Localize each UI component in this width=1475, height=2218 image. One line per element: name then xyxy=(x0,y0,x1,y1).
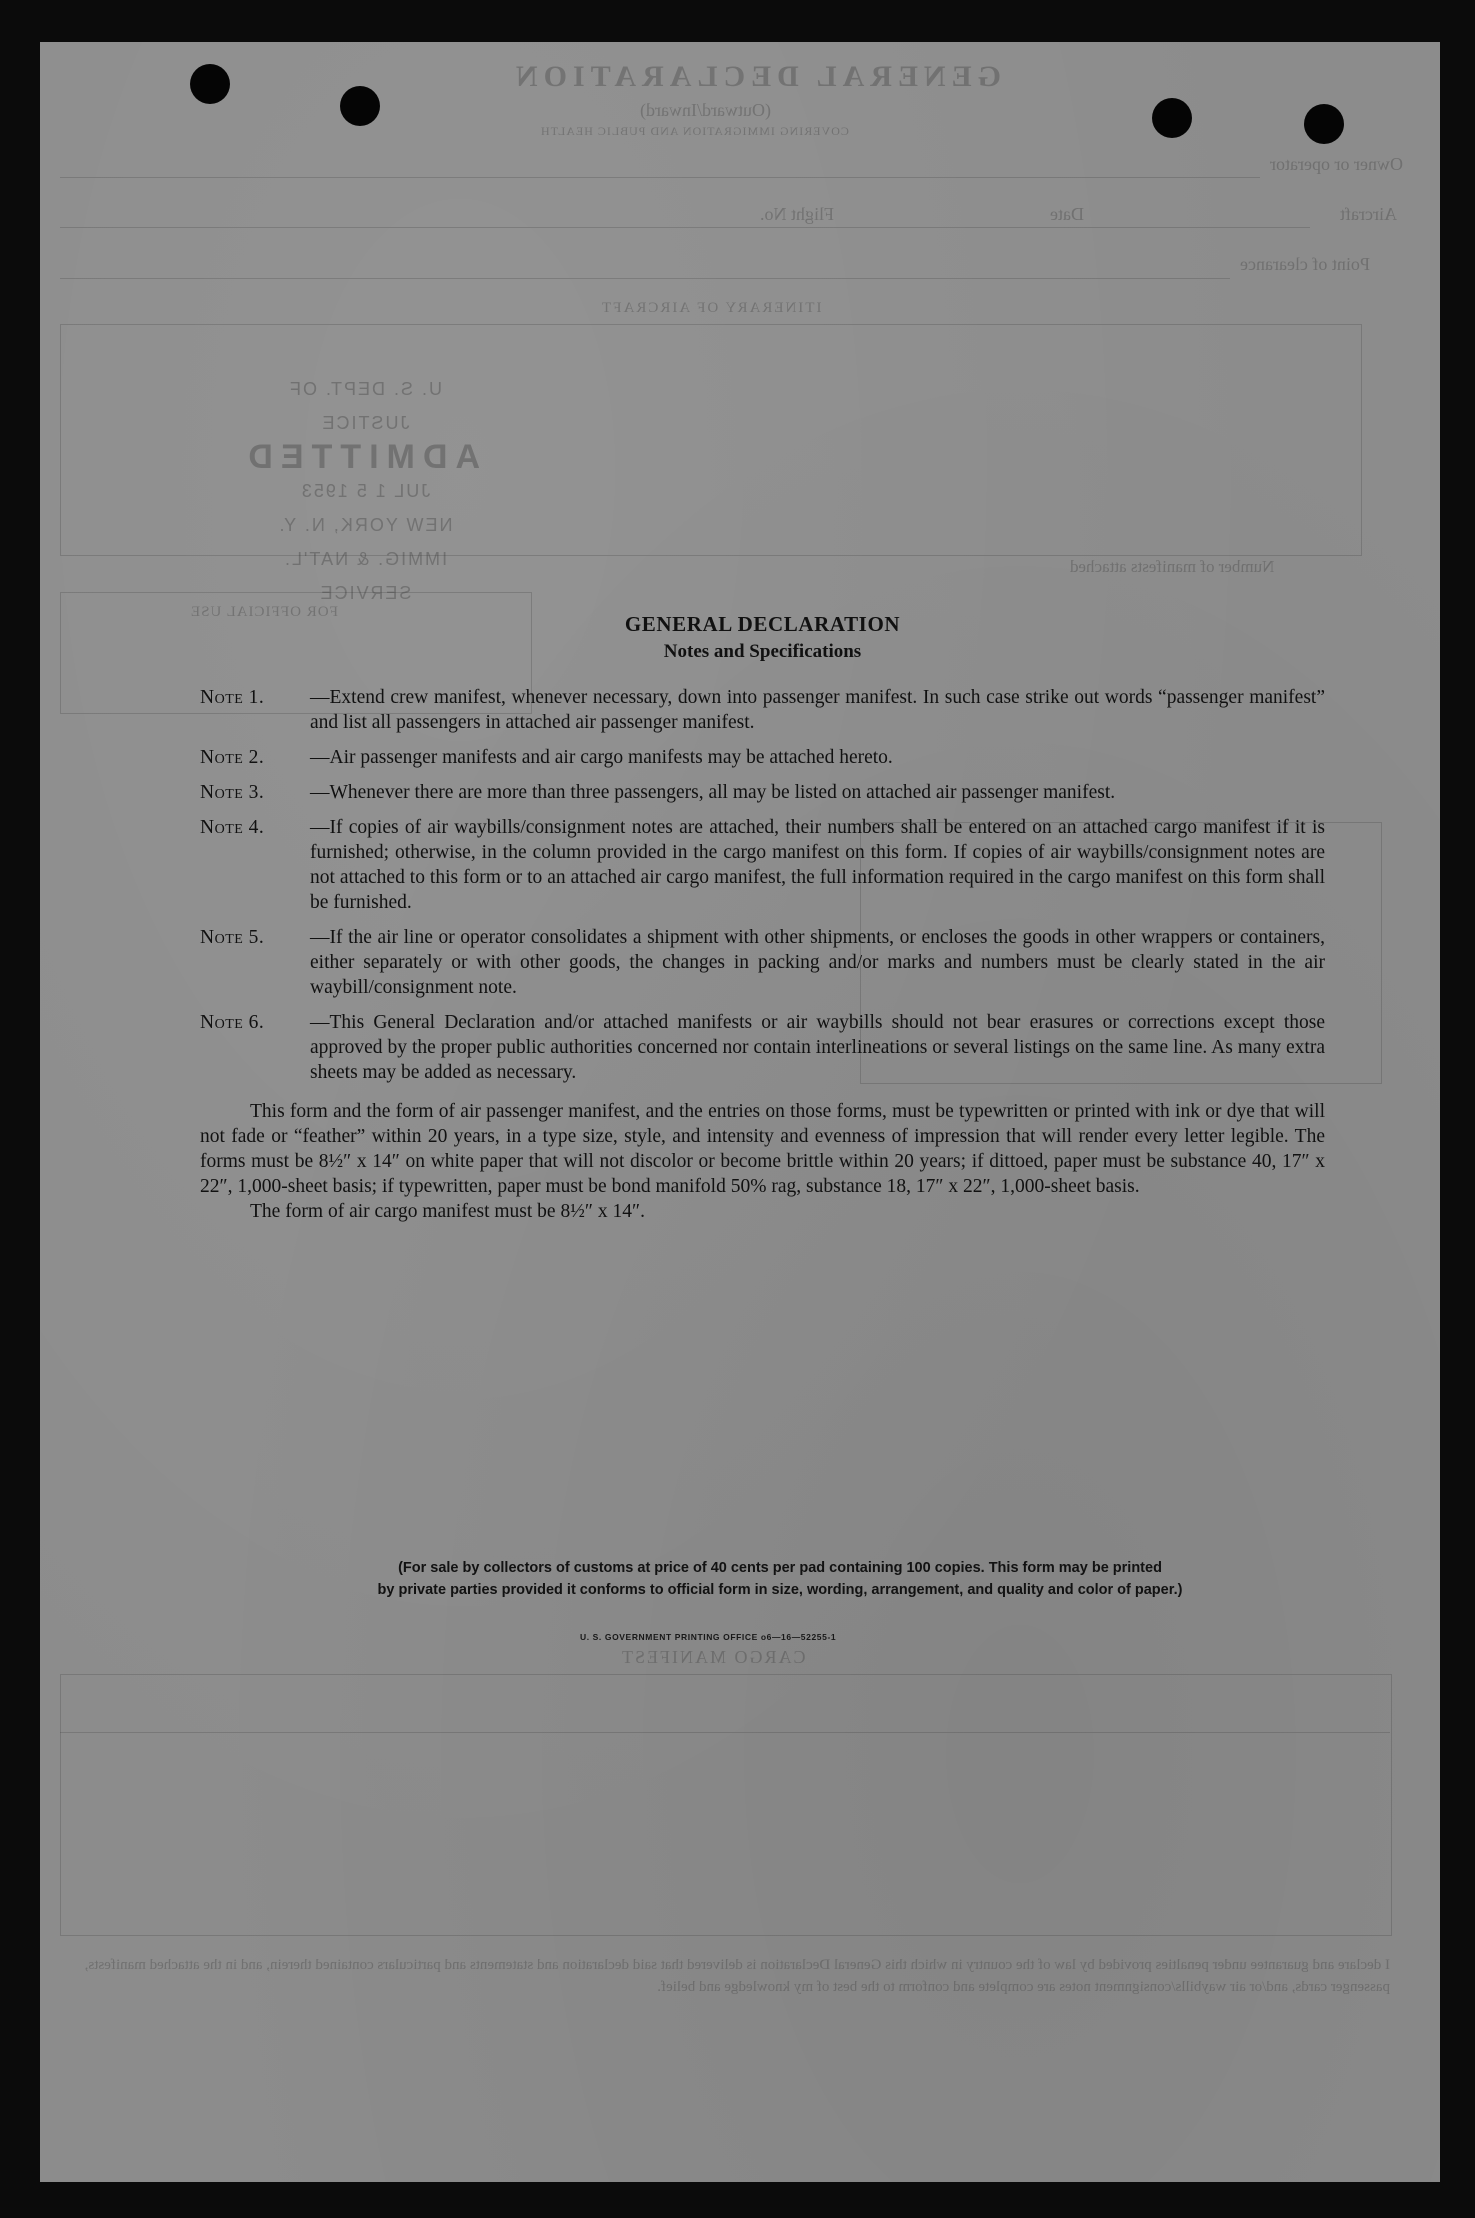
stamp-line: U. S. DEPT. OF JUSTICE xyxy=(287,379,443,433)
note-text: —If the air line or operator consolidates a shipment with other shipments, or encloses the goods in other wrappers or containers, either separately or with other goods, the changes in packing and/or marks and numbers must be clearly stated in the air waybill/consignment note. xyxy=(310,927,1325,998)
note-label: Note 1. xyxy=(200,687,265,708)
bleed-through-subheader: (Outward/Inward) xyxy=(640,100,771,120)
bleed-through-rule xyxy=(60,1732,1390,1733)
note-text: —Extend crew manifest, whenever necessary, down into passenger manifest. In such case strike out words “passenger manifest” and list all passengers in attached air passenger manifest. xyxy=(310,687,1325,733)
bleed-through-cargo: CARGO MANIFEST xyxy=(620,1647,806,1667)
bleed-through-itinerary: ITINERARY OF AIRCRAFT xyxy=(600,300,822,316)
punch-hole-icon xyxy=(190,64,230,104)
bleed-through-flight: Flight No. xyxy=(760,204,835,224)
sale-notice-line: by private parties provided it conforms to official form in size, wording, arrangement, and quality and color of paper.) xyxy=(377,1582,1183,1598)
paper-spec-paragraph: This form and the form of air passenger manifest, and the entries on those forms, must be typewritten or printed with ink or dye that will not fade or “feather” within 20 years, in a type size, style, and intensity and evenness of impression that will render every letter legible. The forms must be 8½″ x 14″ on white paper that will not discolor or become brittle within 20 years; if dittoed, paper must be substance 40, 17″ x 22″, 1,000-sheet basis; if typewritten, paper must be bond manifold 50% rag, substance 18, 17″ x 22″, 1,000-sheet basis. xyxy=(200,1101,1325,1197)
note-label: Note 6. xyxy=(200,1012,265,1033)
stamp-line: NEW YORK, N. Y. xyxy=(277,515,453,535)
bleed-through-date: Date xyxy=(1050,204,1084,224)
note-label: Note 5. xyxy=(200,927,265,948)
note-label: Note 2. xyxy=(200,747,265,768)
page-title: GENERAL DECLARATION xyxy=(624,612,901,636)
bleed-through-cargo-table xyxy=(60,1674,1392,1936)
stamp-line: ADMITTED xyxy=(240,438,480,476)
note-text: —This General Declaration and/or attached manifests or air waybills should not bear erasures or corrections except those approved by the proper public authorities concerned nor contain interlineations or several listings on the same line. As many extra sheets may be added as necessary. xyxy=(310,1012,1325,1083)
note-item xyxy=(200,815,1325,915)
note-text: —Air passenger manifests and air cargo manifests may be attached hereto. xyxy=(310,747,893,768)
note-item xyxy=(200,745,1325,770)
cargo-size-line: The form of air cargo manifest must be 8½″ x 14″. xyxy=(250,1201,645,1222)
bleed-through-rule xyxy=(60,227,1310,228)
page-subtitle: Notes and Specifications xyxy=(663,641,862,662)
bleed-through-official: FOR OFFICIAL USE xyxy=(190,604,338,620)
printer-line: U. S. GOVERNMENT PRINTING OFFICE o6—16—52255-1 xyxy=(580,1632,837,1642)
note-label: Note 3. xyxy=(200,782,265,803)
note-item xyxy=(200,780,1325,805)
bleed-through-rule xyxy=(60,177,1260,178)
bleed-through-agency: COVERING IMMIGRATION AND PUBLIC HEALTH xyxy=(540,124,849,138)
punch-hole-icon xyxy=(340,86,380,126)
note-item xyxy=(200,1010,1325,1085)
bleed-through-number: Number of manifests attached xyxy=(1070,557,1275,576)
sale-notice-line: (For sale by collectors of customs at price of 40 cents per pad containing 100 copies. This form may be printed xyxy=(398,1560,1162,1576)
note-text: —Whenever there are more than three passengers, all may be listed on attached air passenger manifest. xyxy=(310,782,1116,803)
bleed-through-header: GENERAL DECLARATION xyxy=(510,60,1002,93)
bleed-through-rule xyxy=(60,278,1230,279)
stamp-line: IMMIG. & NAT'L. SERVICE xyxy=(282,549,448,603)
document-page xyxy=(40,42,1440,2182)
stamp-line: JUL 1 5 1953 xyxy=(299,481,431,501)
punch-hole-icon xyxy=(1152,98,1192,138)
bleed-through-aircraft: Aircraft xyxy=(1340,204,1397,224)
bleed-through-owner: Owner or operator xyxy=(1270,154,1403,174)
bleed-through-declaration: I declare and guarantee under penalties provided by law of the country in which this General Declaration is delivered that said declaration and statements and particulars contained therein, and in the attached manifests, passenger cards, and/or air waybills/consignment notes are complete and conform to the best of my knowledge and belief. xyxy=(84,1957,1390,1995)
note-item xyxy=(200,685,1325,735)
bleed-through-stamp xyxy=(240,372,480,610)
note-label: Note 4. xyxy=(200,817,265,838)
note-item xyxy=(200,925,1325,1000)
note-text: —If copies of air waybills/consignment notes are attached, their numbers shall be entered on an attached cargo manifest if it is furnished; otherwise, in the column provided in the cargo manifest on this form. If copies of air waybills/consignment notes are not attached to this form or to an attached air cargo manifest, the full information required in the cargo manifest on this form shall be furnished. xyxy=(310,817,1325,913)
sale-notice xyxy=(240,1557,1320,1601)
punch-hole-icon xyxy=(1304,104,1344,144)
bleed-through-point: Point of clearance xyxy=(1240,254,1370,274)
notes-section xyxy=(200,612,1325,1224)
